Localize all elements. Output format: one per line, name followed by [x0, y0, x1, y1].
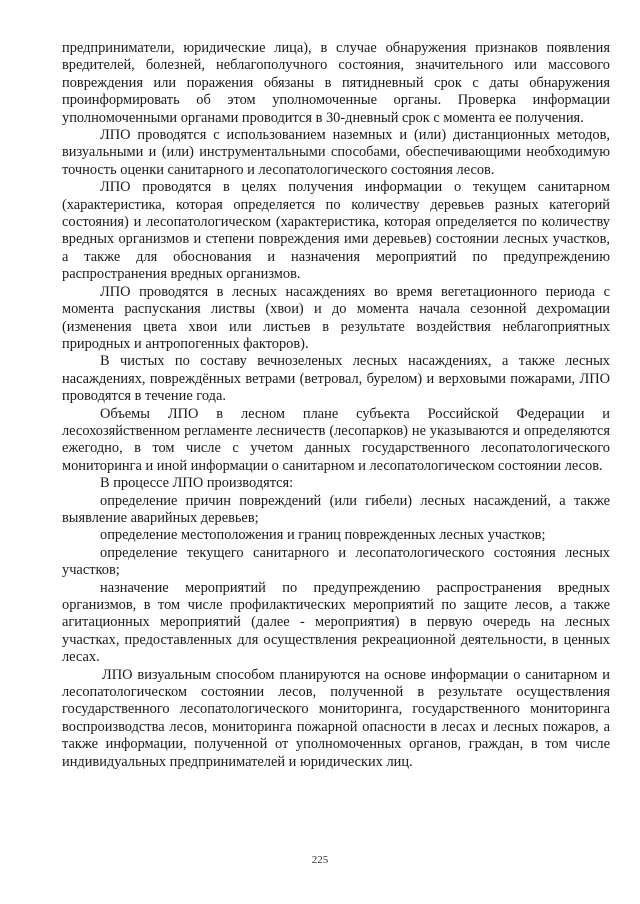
list-item-1: определение причин повреждений (или гибели) лесных насаждений, а также выявление аварийных деревьев;: [62, 492, 610, 526]
list-item-2: определение местоположения и границ поврежденных лесных участков;: [100, 527, 546, 544]
paragraph-2: ЛПО проводятся с использованием наземных и (или) дистанционных методов, визуальными и (или) инструментальными способами, обеспечивающими необходимую точность оценки санитарного и лесопатологического состояния лесов.: [62, 127, 610, 178]
paragraph-8: ЛПО визуальным способом планируются на основе информации о санитарном и лесопатологическом состоянии лесов, полученной в результате осуществления государственного лесопатологического мониторинга, государственного мониторинга воспроизводства лесов, мониторинга пожарной опасности в лесах и лесных пожаров, а также информации, полученной от уполномоченных органов, граждан, в том числе индивидуальных предпринимателей и юридических лиц.: [62, 666, 610, 770]
paragraph-6: Объемы ЛПО в лесном плане субъекта Российской Федерации и лесохозяйственном регламенте лесничеств (лесопарков) не указываются и определяются ежегодно, в том числе с учетом данных государственного лесопатологического мониторинга и иной информации о санитарном и лесопатологическом состоянии лесов.: [62, 405, 610, 474]
page-number: 225: [311, 854, 329, 866]
paragraph-1: предприниматели, юридические лица), в случае обнаружения признаков появления вредителей, болезней, неблагополучного состояния, значительного или массового повреждения или поражения обязаны в пятидневный срок с даты обнаружения проинформировать об этом уполномоченные органы. Проверка информации уполномоченными органами проводится в 30-дневный срок с момента ее получения.: [62, 40, 610, 126]
paragraph-7: В процессе ЛПО производятся:: [100, 475, 294, 492]
document-body: [62, 40, 610, 771]
list-item-4: назначение мероприятий по предупреждению распространения вредных организмов, в том числе профилактических мероприятий по защите лесов, а также агитационных мероприятий (далее - мероприятия) в первую очередь на лесных участках, предоставленных для осуществления рекреационной деятельности, в ценных лесах.: [62, 579, 610, 666]
paragraph-5: В чистых по составу вечнозеленых лесных насаждениях, а также лесных насаждениях, повреждённых ветрами (ветровал, бурелом) и верховыми пожарами, ЛПО проводятся в течение года.: [62, 353, 610, 405]
list-item-3: определение текущего санитарного и лесопатологического состояния лесных участков;: [62, 544, 610, 579]
paragraph-4: ЛПО проводятся в лесных насаждениях во время вегетационного периода с момента распускания листвы (хвои) и до момента начала сезонной дехромации (изменения цвета хвои или листьев в результате воздействия неблагоприятных природных и антропогенных факторов).: [62, 283, 610, 352]
paragraph-3: ЛПО проводятся в целях получения информации о текущем санитарном (характеристика, которая определяется по количеству деревьев разных категорий состояния) и лесопатологическом (характеристика, которая определяется по количеству вредных организмов и степени повреждения ими деревьев) состоянии лесных участков, а также для обоснования и назначения мероприятий по предупреждению распространения вредных организмов.: [62, 179, 610, 283]
